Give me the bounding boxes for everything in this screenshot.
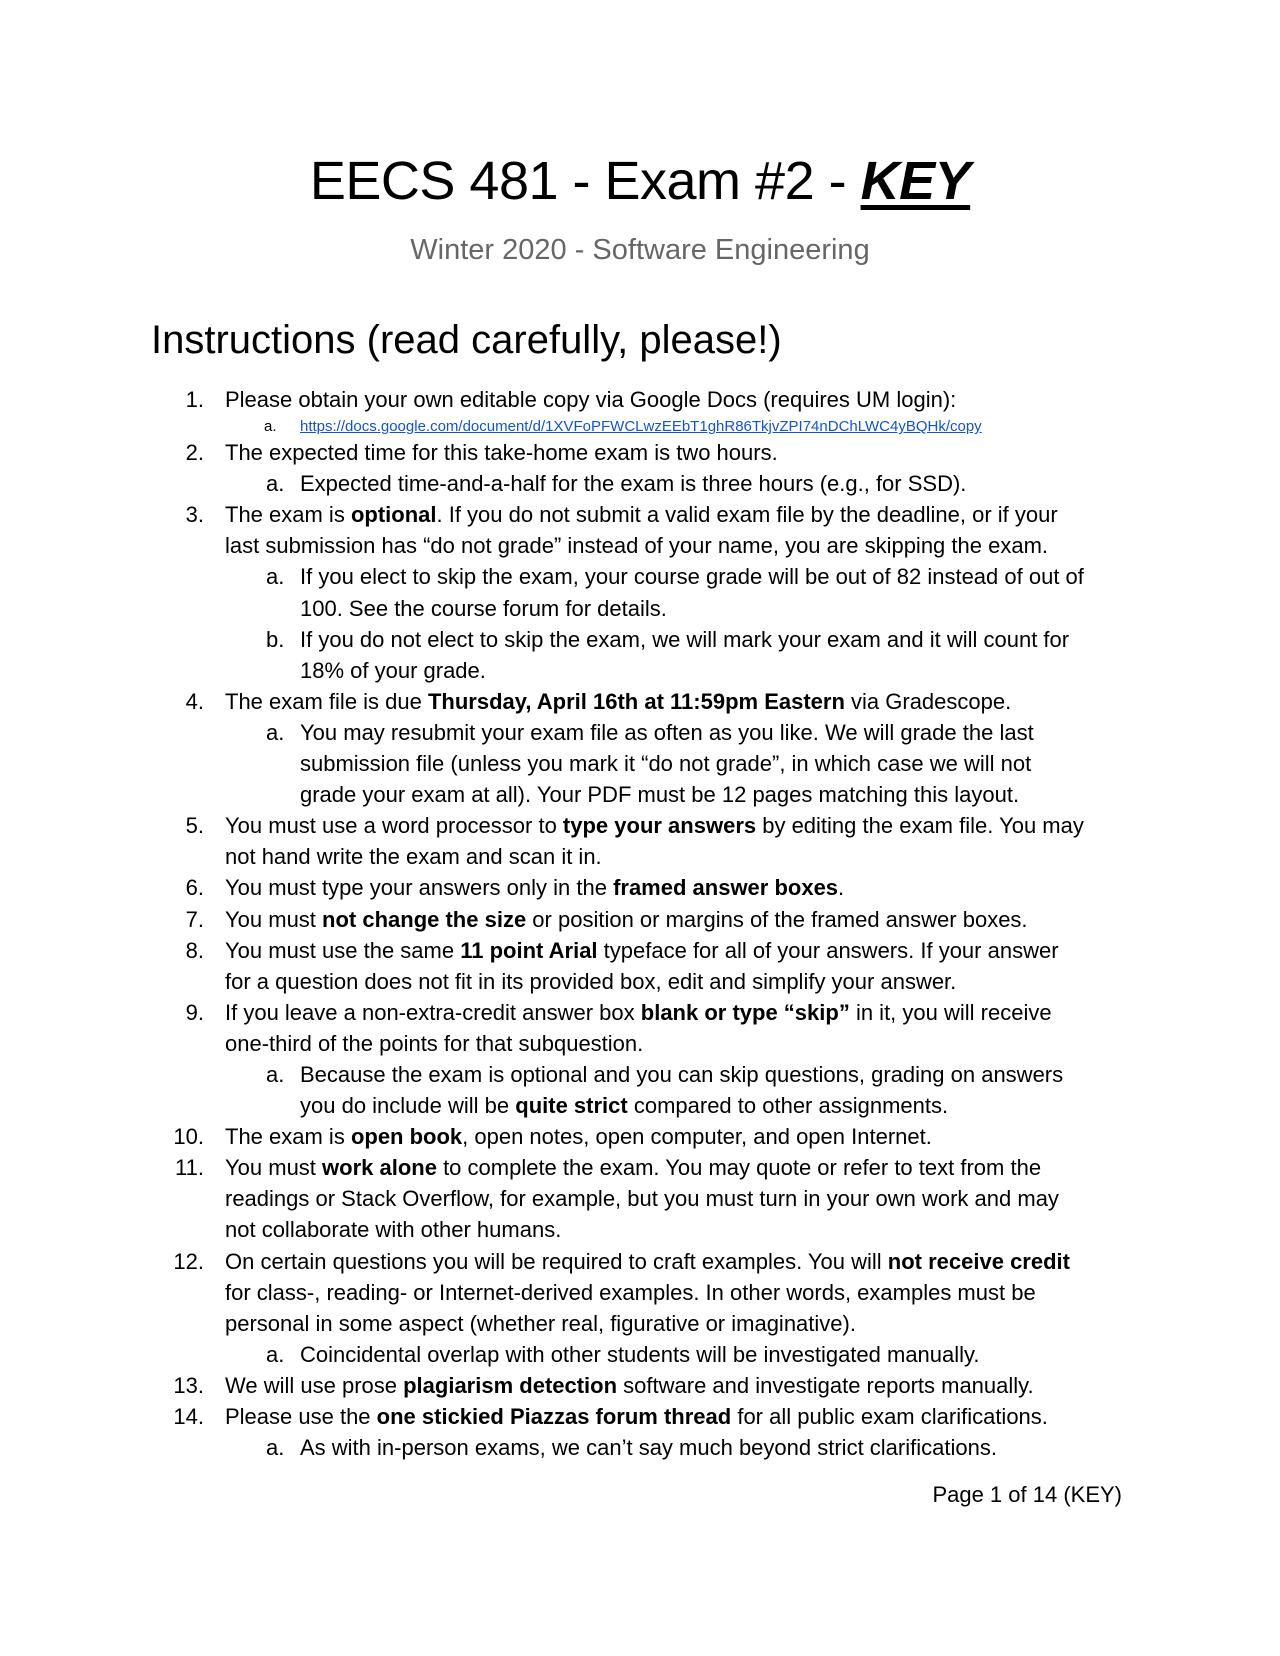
list-item: a. Expected time-and-a-half for the exam is three hours (e.g., for SSD).	[266, 471, 967, 497]
list-item: b. If you do not elect to skip the exam, we will mark your exam and it will count for	[266, 626, 1070, 652]
list-item: a. You may resubmit your exam file as often as you like. We will grade the last	[266, 719, 1034, 745]
list-item: 4. The exam file is due Thursday, April 16th at 11:59pm Eastern via Gradescope.	[185, 688, 1012, 714]
list-item: 2. The expected time for this take-home exam is two hours.	[185, 440, 778, 466]
list-item: a. Coincidental overlap with other students will be investigated manually.	[266, 1341, 980, 1367]
page-number-footer: Page 1 of 14 (KEY)	[932, 1482, 1122, 1507]
list-item: a. As with in-person exams, we can’t say much beyond strict clarifications.	[266, 1435, 997, 1461]
list-item: 9. If you leave a non-extra-credit answer box blank or type “skip” in it, you will receive	[185, 999, 1052, 1025]
list-item: 11. You must work alone to complete the exam. You may quote or refer to text from the	[175, 1155, 1042, 1181]
page-title	[0, 148, 1280, 214]
list-item: a. Because the exam is optional and you can skip questions, grading on answers	[266, 1061, 1064, 1087]
list-item: 6. You must type your answers only in the framed answer boxes.	[185, 875, 845, 901]
list-item: 8. You must use the same 11 point Arial typeface for all of your answers. If your answer	[185, 937, 1059, 963]
title-main: EECS 481 - Exam #2 -	[309, 151, 861, 211]
instructions-list: 1. Please obtain your own editable copy via Google Docs (requires UM login): a. https://docs.google.com/document/d/1XVFoPFWCLwzEEbT1ghR86TkjvZPI74nDChLWC4yBQHk/copy 2. The expected time for this take-home exam is two hours. a. Expected time-and-a-half for the exam is three hours (e.g., for SSD). 3. The exam is optional. If you do not submit a valid exam file by the deadline, or if your last submission has “do not grade” instead of your name, you are skipping the exam. a. If you elect to skip the exam, your course grade will be out of 82 instead of out of 100. See the course forum for details. b. If you do not elect to skip the exam, we will mark your exam and it will count for 18% of your grade. 4. The exam file is due Thursday, April 16th at 11:59pm Eastern via Gradescope. a. You may resubmit your exam file as often as you like. We will grade the last submission file (unless you mark it “do not grade”, in which case we will not grade your exam at all). Your PDF must be 12 pages matching this layout. 5. You must use a word processor to type your answers by editing the exam file. You may not hand write the exam and scan it in. 6. You must type your answers only in the framed answer boxes. 7. You must not change the size or position or margins of the framed answer boxes. 8. You must use the same 11 point Arial typeface for all of your answers. If your answer for a question does not fit in its provided box, edit and simplify your answer. 9. If you leave a non-extra-credit answer box blank or type “skip” in it, you will receive one-third of the points for that subquestion. a. Because the exam is optional and you can skip questions, grading on answers you do include will be quite strict compared to other assignments. 10. The exam is open book, open notes, open computer, and open Internet. 11. You must work alone to complete the exam. You may quote or refer to text from the readings or Stack Overflow, for example, but you must turn in your own work and may not collaborate with other humans. 12. On certain questions you will be required to craft examples. You will not receive credit for class-, reading- or Internet-derived examples. In other words, examples must be personal in some aspect (whether real, figurative or imaginative). a. Coincidental overlap with other students will be investigated manually. 13. We will use prose plagiarism detection software and investigate reports manually. 14. Please use the one stickied Piazzas forum thread for all public exam clarifications. a. As with in-person exams, we can’t say much beyond strict clarifications.	[0, 384, 1280, 1463]
instructions-heading: Instructions (read carefully, please!)	[151, 318, 782, 362]
list-item: 13. We will use prose plagiarism detection software and investigate reports manually.	[173, 1372, 1034, 1398]
list-item: a. https://docs.google.com/document/d/1XVFoPFWCLwzEEbT1ghR86TkjvZPI74nDChLWC4yBQHk/copy	[0, 415, 1280, 437]
list-item: 14. Please use the one stickied Piazzas forum thread for all public exam clarifications.	[173, 1404, 1048, 1429]
google-docs-link[interactable]: https://docs.google.com/document/d/1XVFoPFWCLwzEEbT1ghR86TkjvZPI74nDChLWC4yBQHk/copy	[300, 418, 982, 436]
list-item: 1. Please obtain your own editable copy via Google Docs (requires UM login):	[185, 387, 957, 412]
list-item: 12. On certain questions you will be required to craft examples. You will not receive credit	[173, 1248, 1070, 1274]
title-key: KEY	[860, 151, 971, 211]
list-item: 10. The exam is open book, open notes, open computer, and open Internet.	[173, 1124, 932, 1150]
list-item: a. If you elect to skip the exam, your course grade will be out of 82 instead of out of	[266, 564, 1084, 590]
page-subtitle: Winter 2020 - Software Engineering	[410, 234, 870, 266]
list-item: 5. You must use a word processor to type your answers by editing the exam file. You may	[185, 813, 1084, 839]
list-item: 7. You must not change the size or position or margins of the framed answer boxes.	[185, 906, 1028, 932]
list-item: 3. The exam is optional. If you do not submit a valid exam file by the deadline, or if your	[185, 502, 1058, 528]
